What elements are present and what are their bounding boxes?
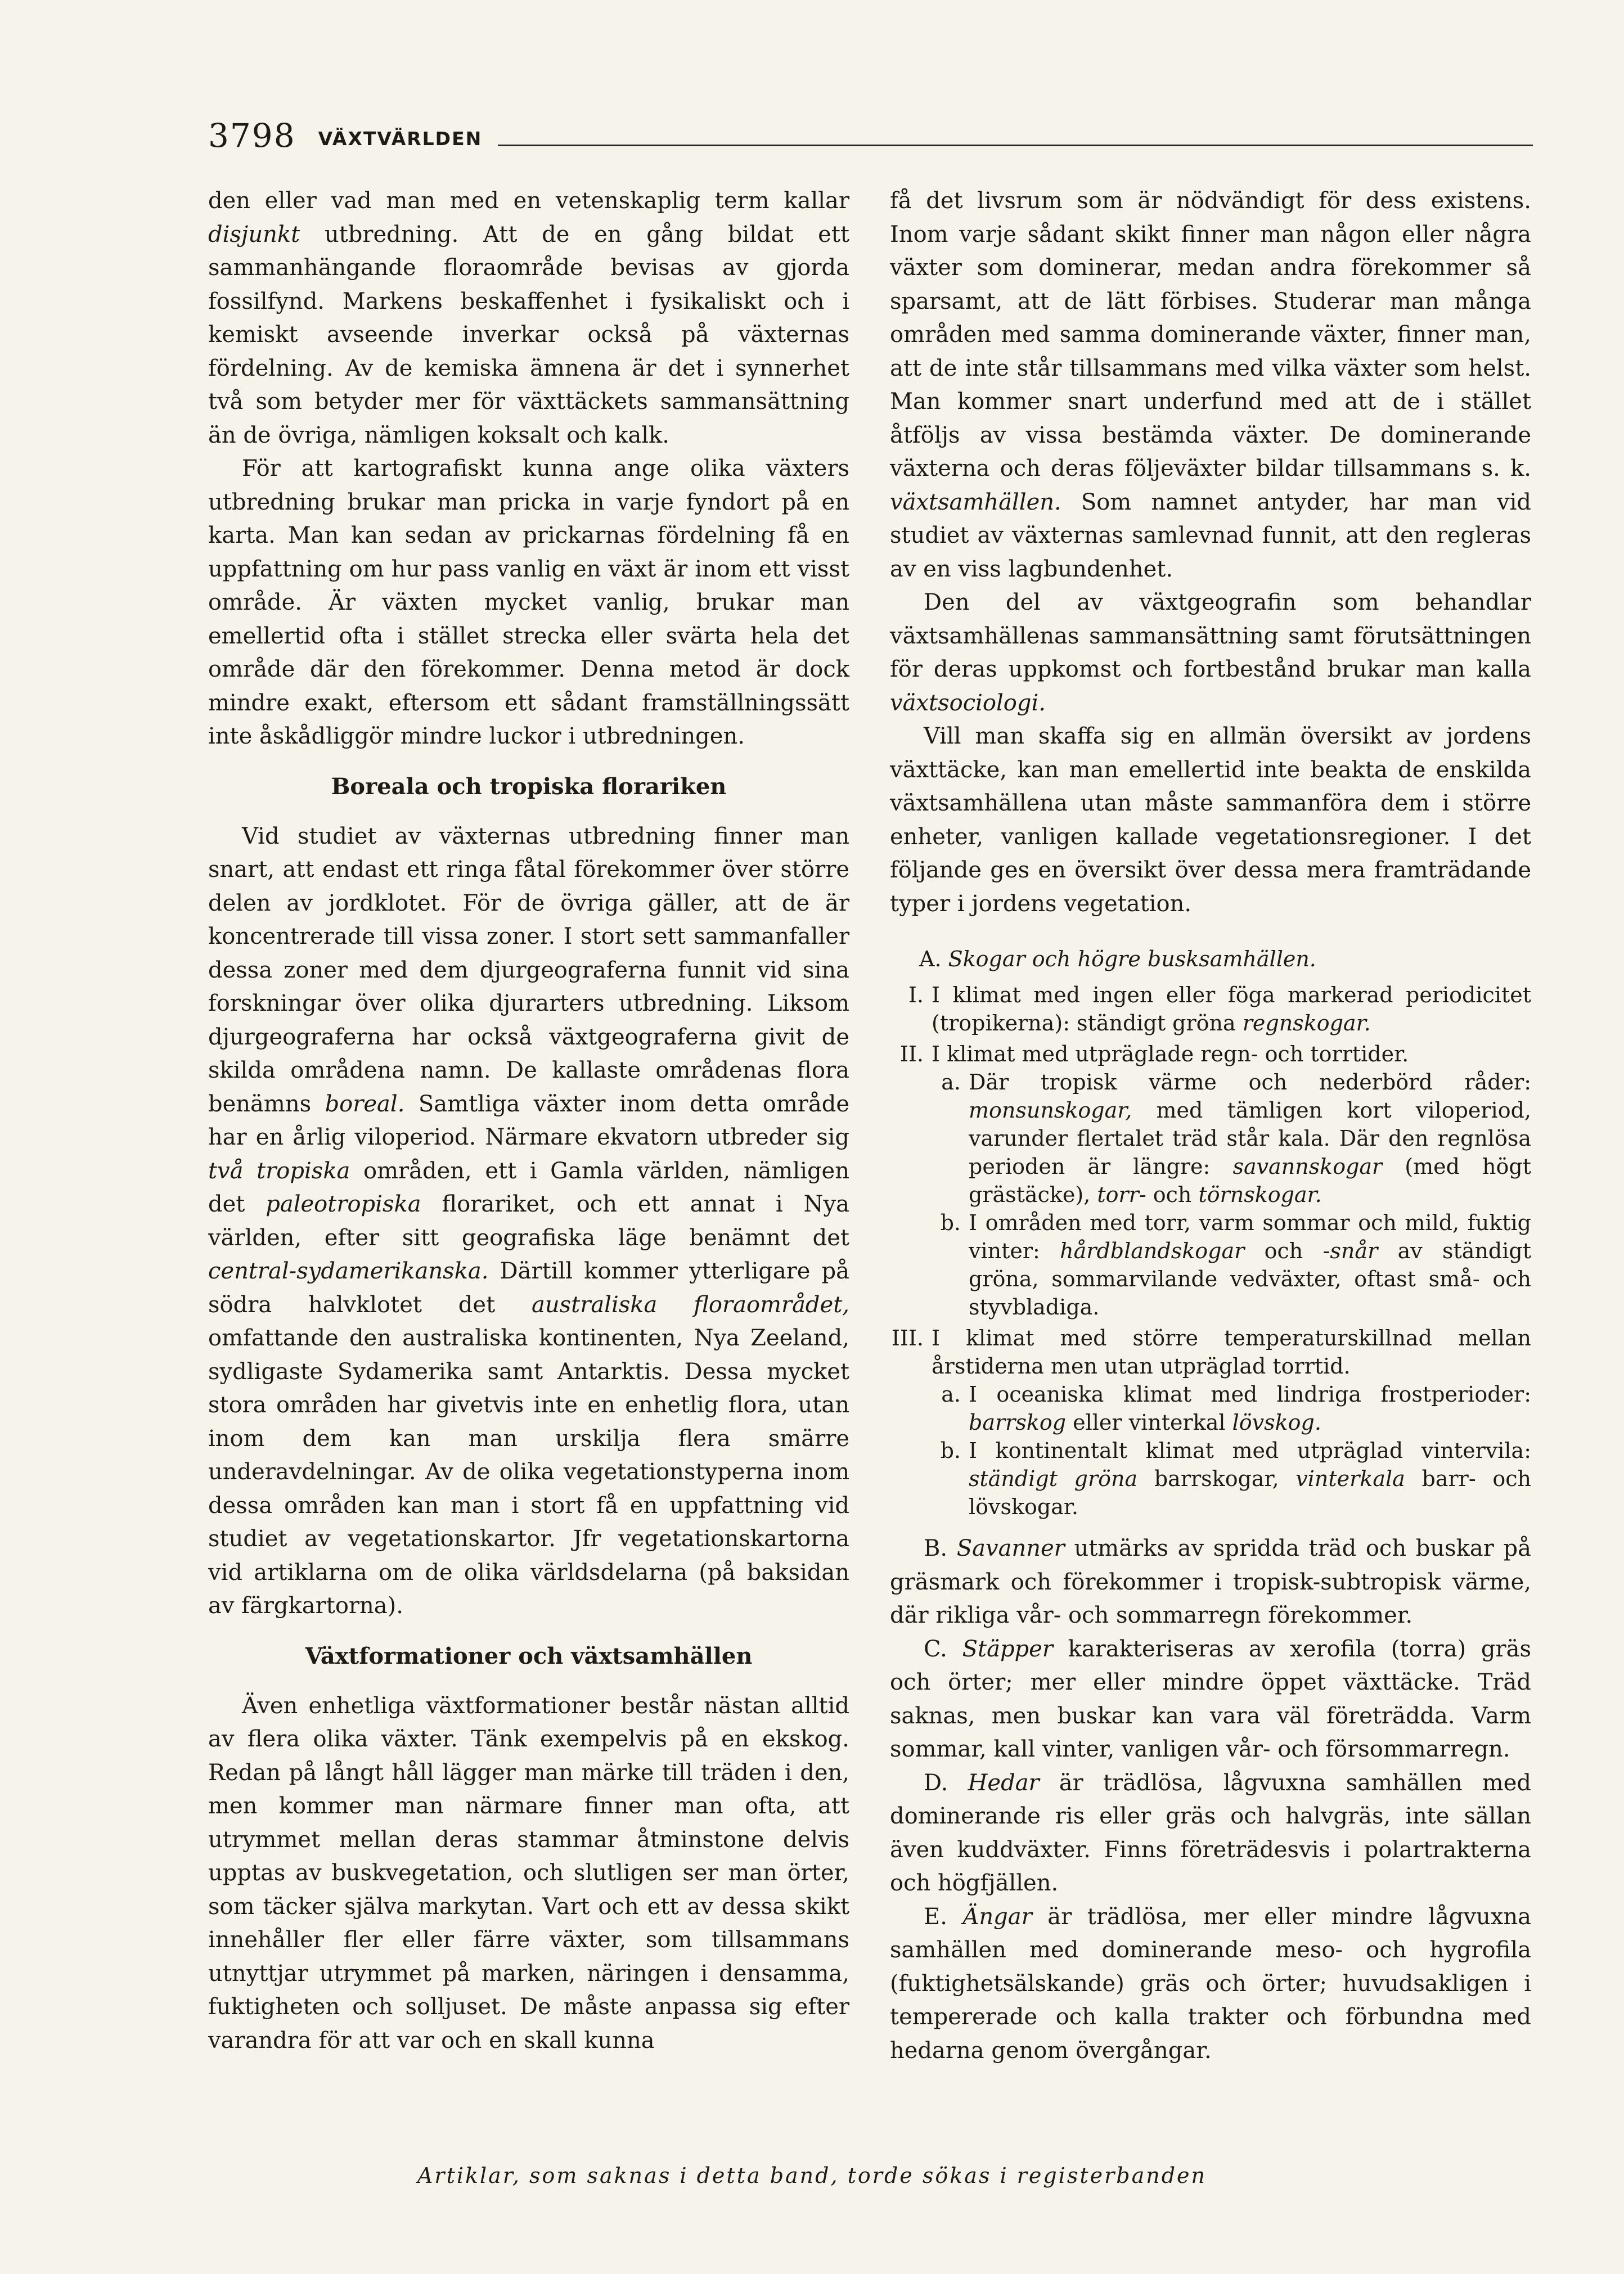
- vegetation-outline: [890, 945, 1531, 1521]
- paragraph: Vill man skaffa sig en allmän översikt av jordens växttäcke, kan man emellertid inte beakta de enskilda växtsamhällena utan måste sammanföra dem i större enheter, vanligen kallade vegetationsregioner. I det följande ges en översikt över dessa mera framträdande typer i jordens vegetation.: [890, 723, 1531, 917]
- paragraph: För att kartografiskt kunna ange olika växters utbredning brukar man pricka in varje fyndort på en karta. Man kan sedan av prickarnas fördelning få en uppfattning om hur pass vanlig en växt är inom ett visst område. Är växten mycket vanlig, brukar man emellertid ofta i stället strecka eller svärta hela det område där den förekommer. Denna metod är dock mindre exakt, eftersom ett sådant framställningssätt inte åskådliggör mindre luckor i utbredningen.: [208, 456, 849, 749]
- paragraph: Vid studiet av växternas utbredning finner man snart, att endast ett ringa fåtal förekommer över större delen av jordklotet. För de övriga gäller, att de är koncentrerade till vissa zoner. I stort sett sammanfaller dessa zoner med dem djurgeograferna funnit vid sina forskningar över olika djurarters utbredning. Liksom djurgeograferna har också växtgeograferna givit de skilda områdena namn. De kallaste områdenas flora benämns boreal. Samtliga växter inom detta område har en årlig viloperiod. Närmare ekvatorn utbreder sig två tropiska områden, ett i Gamla världen, nämligen det paleotropiska florariket, och ett annat i Nya världen, efter sitt geografiska läge benämnt det central-sydamerikanska. Därtill kommer ytterligare på södra halvklotet det australiska floraområdet, omfattande den australiska kontinenten, Nya Zeeland, sydligaste Sydamerika samt Antarktis. Dessa mycket stora områden har givetvis inte en enhetlig flora, utan inom dem kan man urskilja flera smärre underavdelningar. Av de olika vegetationstyperna inom dessa områden kan man i stort få en uppfattning vid studiet av vegetationskartor. Jfr vegetationskartorna vid artiklarna om de olika världsdelarna (på baksidan av färgkartorna).: [208, 823, 849, 1619]
- running-header: [208, 107, 1533, 155]
- paragraph: få det livsrum som är nödvändigt för dess existens. Inom varje sådant skikt finner man någon eller några växter som dominerar, medan andra förekommer så sparsamt, att de lätt förbises. Studerar man många områden med samma dominerande växter, finner man, att de inte står tillsammans med vilka växter som helst. Man kommer snart underfund med att de i stället åtföljs av vissa bestämda växter. De dominerande växterna och deras följeväxter bildar tillsammans s. k. växtsamhällen. Som namnet antyder, har man vid studiet av växternas samlevnad funnit, att den regleras av en viss lagbundenhet.: [890, 188, 1531, 582]
- outline-subitem: b. I områden med torr, varm sommar och mild, fuktig vinter: hårdblandskogar och -snår av ständigt gröna, sommarvilande vedväxter, oftast små- och styvbladiga.: [940, 1210, 1532, 1320]
- vegetation-types: [890, 1532, 1531, 2068]
- outline-heading: A. Skogar och högre busksamhällen.: [919, 947, 1316, 971]
- paragraph: Den del av växtgeografin som behandlar växtsamhällenas sammansättning samt förutsättningen för deras uppkomst och fortbestånd brukar man kalla växtsociologi.: [890, 589, 1531, 716]
- outline-subitem: a. I oceaniska klimat med lindriga frostperioder: barrskog eller vinterkal lövskog.: [941, 1382, 1531, 1435]
- section-title: VÄXTVÄRLDEN: [318, 128, 483, 150]
- paragraph: den eller vad man med en vetenskaplig term kallar disjunkt utbredning. Att de en gång bildat ett sammanhängande floraområde bevisas av gjorda fossilfynd. Markens beskaffenhet i fysikaliskt och i kemiskt avseende inverkar också på växternas fördelning. Av de kemiska ämnena är det i synnerhet två som betyder mer för växttäckets sammansättning än de övriga, nämligen koksalt och kalk.: [208, 188, 849, 448]
- footer-note: Artiklar, som saknas i detta band, torde sökas i registerbanden: [417, 2163, 1207, 2188]
- right-column: [890, 184, 1531, 2068]
- paragraph: B. Savanner utmärks av spridda träd och buskar på gräsmark och förekommer i tropisk-subtropisk värme, där rikliga vår- och sommarregn förekommer.: [890, 1535, 1531, 1628]
- section-heading: Växtformationer och växtsamhällen: [305, 1642, 753, 1669]
- paragraph: E. Ängar är trädlösa, mer eller mindre lågvuxna samhällen med dominerande meso- och hygrofila (fuktighetsälskande) gräs och örter; huvudsakligen i tempererade och kalla trakter och förbundna med hedarna genom övergångar.: [890, 1903, 1531, 2064]
- paragraph: C. Stäpper karakteriseras av xerofila (torra) gräs och örter; mer eller mindre öppet växttäcke. Träd saknas, men buskar kan vara väl företrädda. Varm sommar, kall vinter, vanligen vår- och försommarregn.: [890, 1636, 1531, 1762]
- outline-item: III. I klimat med större temperaturskillnad mellan årstiderna men utan utpräglad torrtid.: [891, 1326, 1531, 1379]
- outline-subitem: a. Där tropisk värme och nederbörd råder: monsunskogar, med tämligen kort viloperiod, varunder flertalet träd står kala. Där den regnlösa perioden är längre: savannskogar (med högt grästäcke), torr- och törnskogar.: [941, 1070, 1532, 1207]
- left-column: [208, 184, 849, 2057]
- header-rule: [498, 145, 1533, 146]
- outline-subitem: b. I kontinentalt klimat med utpräglad vintervila: ständigt gröna barrskogar, vinterkala barr- och lövskogar.: [940, 1438, 1531, 1519]
- page-number: 3798: [208, 116, 296, 155]
- section-heading: Boreala och tropiska florariken: [331, 773, 727, 800]
- outline-item: II. I klimat med utpräglade regn- och torrtider.: [899, 1042, 1409, 1066]
- paragraph: Även enhetliga växtformationer består nästan alltid av flera olika växter. Tänk exempelvis på en ekskog. Redan på långt håll lägger man märke till träden i den, men kommer man närmare finner man ofta, att utrymmet mellan deras stammar åtminstone delvis upptas av buskvegetation, och slutligen ser man örter, som täcker själva markytan. Vart och ett av dessa skikt innehåller fler eller färre växter, som tillsammans utnyttjar utrymmet på marken, näringen i densamma, fuktigheten och solljuset. De måste anpassa sig efter varandra för att var och en skall kunna: [208, 1692, 849, 2054]
- paragraph: D. Hedar är trädlösa, lågvuxna samhällen med dominerande ris eller gräs och halvgräs, inte sällan även kuddväxter. Finns företrädesvis i polartrakterna och högfjällen.: [890, 1769, 1531, 1896]
- outline-item: I. I klimat med ingen eller föga markerad periodicitet (tropikerna): ständigt gröna regnskogar.: [908, 983, 1531, 1035]
